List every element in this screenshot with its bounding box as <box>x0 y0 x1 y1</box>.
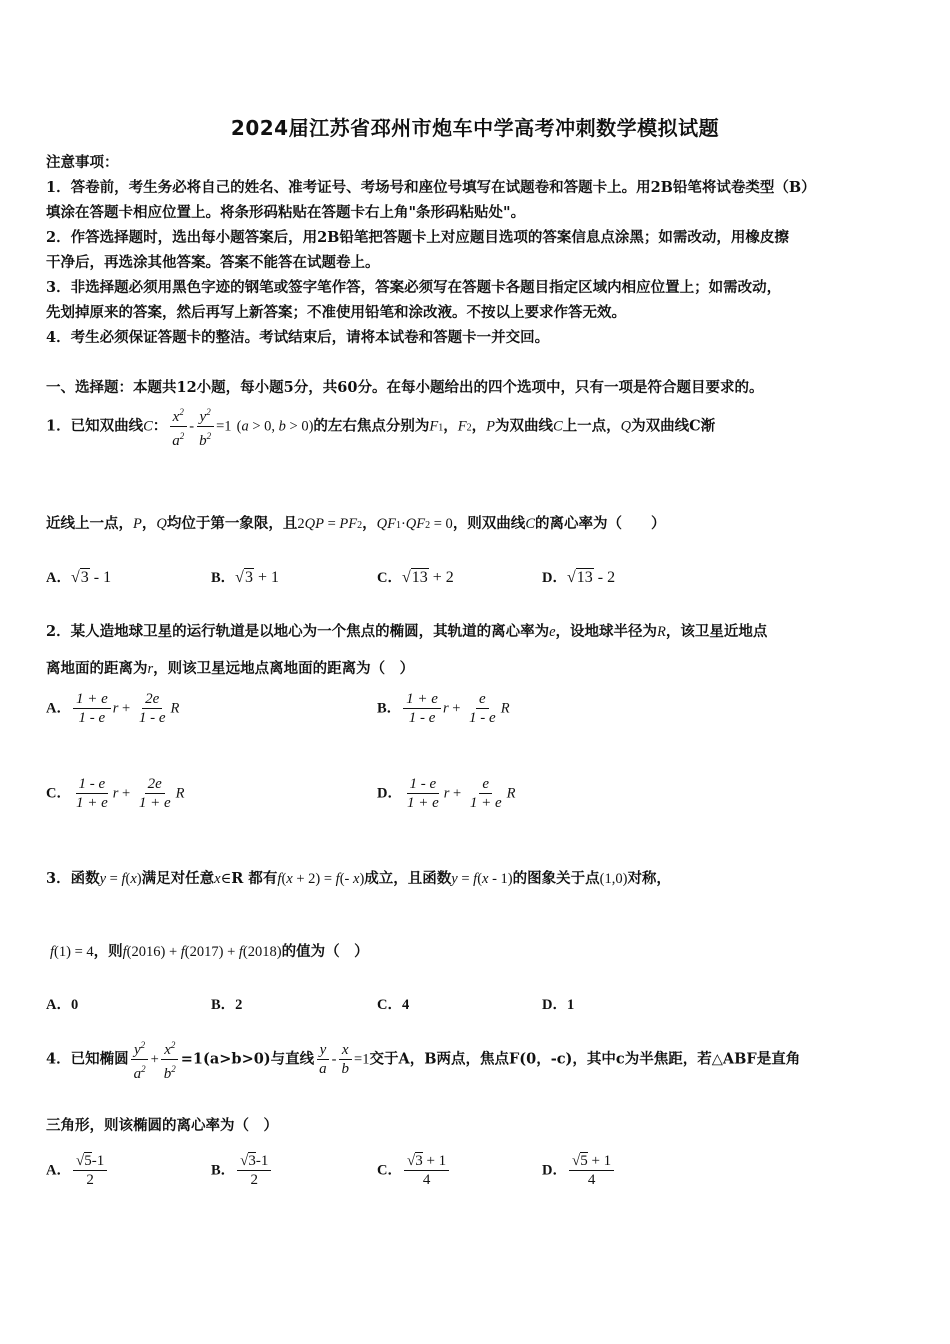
q3-text: 的值为（ ） <box>281 943 369 960</box>
notice-line: 3．非选择题必须用黑色字迹的钢笔或签字笔作答，答案必须写在答题卡各题目指定区域内相应位置上；如需改动， <box>46 279 782 296</box>
q4-option-b[interactable]: B． $\frac{√3-1}{2}$ <box>211 1152 273 1189</box>
q2-text: ，则该卫星远地点离地面的距离为（ ） <box>153 660 415 677</box>
q3-text: 都有 <box>248 870 278 887</box>
q4-text: 交于A，B两点，焦点F(0，-c)，其中c为半焦距，若△ABF是直角 <box>369 1050 801 1068</box>
q2-option-d[interactable]: D． $\frac{1 - e}{1 + e}$ r + $\frac{e}{1 + e}$ R <box>377 776 516 811</box>
q3-option-c[interactable]: C．4 <box>377 997 410 1013</box>
q1-option-d[interactable]: D．√13 - 2 <box>542 569 616 586</box>
q4-option-c[interactable]: C． $\frac{√3 + 1}{4}$ <box>377 1152 451 1189</box>
q1-text: 上一点， <box>562 417 621 435</box>
q4-text: =1(a>b>0)与直线 <box>180 1050 315 1068</box>
q1-text: 近线上一点， <box>46 515 133 532</box>
notice-block <box>46 150 906 350</box>
q4-option-d[interactable]: D． $\frac{√5 + 1}{4}$ <box>542 1152 616 1189</box>
q1-text: 的离心率为（ ） <box>534 515 666 532</box>
question-2-line-2: 离地面的距离为r，则该卫星远地点离地面的距离为（ ） <box>46 660 415 677</box>
q3-text: ，则 <box>93 943 123 960</box>
q3-text: 满足对任意 <box>141 870 215 887</box>
q2-text: 2．某人造地球卫星的运行轨道是以地心为一个焦点的椭圆，其轨道的离心率为 <box>46 623 550 640</box>
notice-line: 2．作答选择题时，选出每小题答案后，用2B铅笔把答题卡上对应题目选项的答案信息点涂黑；如需改动，用橡皮擦 <box>46 229 789 246</box>
notice-line: 4．考生必须保证答题卡的整洁。考试结束后，请将本试卷和答题卡一并交回。 <box>46 329 550 346</box>
q1-option-a[interactable]: A．√3 - 1 <box>46 569 112 586</box>
q1-text: 为双曲线C渐 <box>631 417 716 435</box>
q1-option-c[interactable]: C．√13 + 2 <box>377 569 454 586</box>
q3-text: 3．函数 <box>46 870 100 887</box>
q2-option-c[interactable]: C． $\frac{1 - e}{1 + e}$ r + $\frac{2e}{1 + e}$ R <box>46 776 185 811</box>
question-3-line-1: 3．函数y = f(x)满足对任意x∈R 都有f(x + 2) = f(- x)成立，且函数y = f(x - 1)的图象关于点(1,0)对称， <box>46 870 671 887</box>
page-title: 2024届江苏省邳州市炮车中学高考冲刺数学模拟试题 <box>230 116 720 140</box>
question-2-line-1: 2．某人造地球卫星的运行轨道是以地心为一个焦点的椭圆，其轨道的离心率为e，设地球半径为R，该卫星近地点 <box>46 623 768 640</box>
notice-line: 先划掉原来的答案，然后再写上新答案；不准使用铅笔和涂改液。不按以上要求作答无效。 <box>46 304 626 321</box>
q3-option-d[interactable]: D．1 <box>542 997 575 1013</box>
question-4-line-2: 三角形，则该椭圆的离心率为（ ） <box>46 1117 278 1134</box>
q1-option-b[interactable]: B．√3 + 1 <box>211 569 279 586</box>
notice-line: 填涂在答题卡相应位置上。将条形码粘贴在答题卡右上角"条形码粘贴处"。 <box>46 204 526 221</box>
question-1-line-1: 1．已知双曲线C： $\frac{x^2}{a^2}$ - $\frac{y^2}{b^2}$ =1 (a > 0, b > 0)的左右焦点分别为F1，F2，P为双曲线C上一点，Q为双曲线C渐 <box>46 403 715 450</box>
notice-line: 1．答卷前，考生务必将自己的姓名、准考证号、考场号和座位号填写在试题卷和答题卡上。用2B铅笔将试卷类型（B） <box>46 179 816 196</box>
question-4-line-1: 4．已知椭圆 $\frac{y^2}{a^2}$ + $\frac{x^2}{b^2}$ =1(a>b>0)与直线 $\frac{y}{a}$ - $\frac{x}{b}$ =1交于A，B两点，焦点F(0，-c)，其中c为半焦距，若△ABF是直角 <box>46 1036 800 1083</box>
q2-text: ，该卫星近地点 <box>665 623 768 640</box>
q1-text: 的左右焦点分别为 <box>313 417 430 435</box>
q1-text: ，则双曲线 <box>452 515 526 532</box>
question-1-line-2: 近线上一点，P，Q均位于第一象限，且2QP = PF2，QF1·QF2 = 0，则双曲线C的离心率为（ ） <box>46 515 666 532</box>
q1-text: 均位于第一象限，且 <box>166 515 298 532</box>
q3-option-a[interactable]: A．0 <box>46 997 79 1013</box>
q2-option-b[interactable]: B． $\frac{1 + e}{1 - e}$ r + $\frac{e}{1 - e}$ R <box>377 691 510 726</box>
q1-text: 为双曲线 <box>494 417 553 435</box>
q3-text: 成立，且函数 <box>364 870 452 887</box>
q2-text: 离地面的距离为 <box>46 660 148 677</box>
question-3-line-2: f(1) = 4，则f(2016) + f(2017) + f(2018)的值为（ ） <box>50 943 369 960</box>
q1-text: 1．已知双曲线 <box>46 417 144 435</box>
q3-text: 的图象关于点 <box>512 870 600 887</box>
q3-option-b[interactable]: B．2 <box>211 997 243 1013</box>
q2-text: ，设地球半径为 <box>555 623 658 640</box>
notice-line: 干净后，再选涂其他答案。答案不能答在试题卷上。 <box>46 254 380 271</box>
q3-text: 对称， <box>627 870 671 887</box>
section-heading: 一、选择题：本题共12小题，每小题5分，共60分。在每小题给出的四个选项中，只有一项是符合题目要求的。 <box>46 379 764 396</box>
q2-option-a[interactable]: A． $\frac{1 + e}{1 - e}$ r + $\frac{2e}{1 - e}$ R <box>46 691 180 726</box>
q4-text: 4．已知椭圆 <box>46 1050 129 1068</box>
q4-option-a[interactable]: A． $\frac{√5-1}{2}$ <box>46 1152 109 1189</box>
notice-heading: 注意事项： <box>46 154 119 171</box>
